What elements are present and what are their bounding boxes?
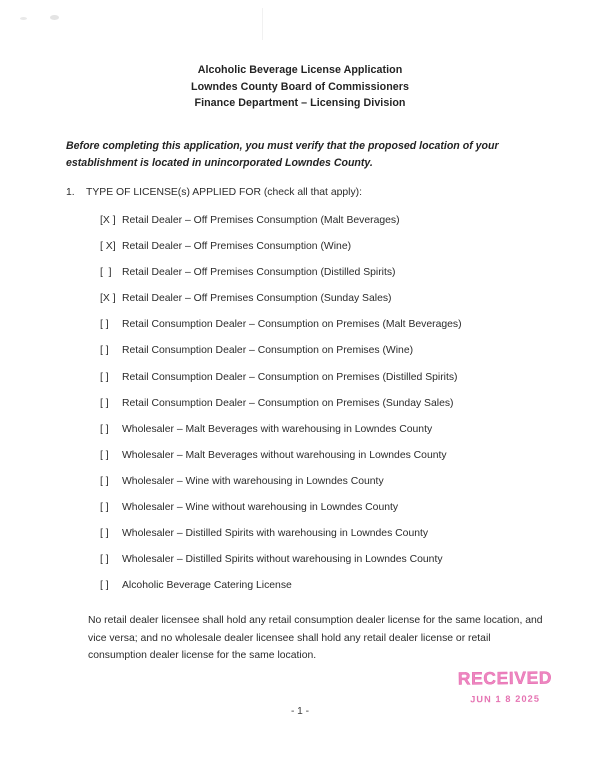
license-type-option[interactable]	[100, 528, 540, 554]
license-type-option[interactable]	[100, 241, 540, 267]
license-type-option[interactable]	[100, 267, 540, 293]
page-number: - 1 -	[290, 706, 310, 717]
checkbox-checked-icon[interactable]: [X ]	[100, 293, 116, 305]
checkbox-empty-icon[interactable]: [ ]	[100, 475, 109, 487]
checkbox-empty-icon[interactable]: [ ]	[100, 554, 109, 566]
license-type-option[interactable]	[100, 554, 540, 580]
license-type-option-label: Retail Consumption Dealer – Consumption on Premises (Distilled Spirits)	[122, 371, 458, 383]
license-type-option[interactable]	[100, 580, 540, 606]
license-type-option-label: Retail Dealer – Off Premises Consumption (Malt Beverages)	[122, 215, 400, 226]
license-type-option-label: Retail Dealer – Off Premises Consumption (Distilled Spirits)	[122, 267, 396, 279]
license-type-option-label: Wholesaler – Distilled Spirits without warehousing in Lowndes County	[122, 554, 443, 566]
header-line-department: Finance Department – Licensing Division	[194, 97, 406, 109]
license-type-option-label: Retail Consumption Dealer – Consumption on Premises (Wine)	[122, 345, 414, 357]
license-type-option[interactable]	[100, 215, 540, 241]
checkbox-checked-icon[interactable]: [ X]	[100, 241, 116, 253]
question-label: TYPE OF LICENSE(s) APPLIED FOR (check all that apply):	[86, 187, 363, 198]
license-type-option[interactable]	[100, 502, 540, 528]
received-stamp-date: JUN 1 8 2025	[470, 693, 541, 705]
license-type-option-label: Wholesaler – Malt Beverages with warehousing in Lowndes County	[122, 423, 433, 435]
license-type-option[interactable]	[100, 424, 540, 450]
checkbox-empty-icon[interactable]: [ ]	[100, 502, 109, 514]
checkbox-empty-icon[interactable]: [ ]	[100, 528, 109, 540]
header-line-title: Alcoholic Beverage License Application	[197, 64, 403, 76]
scan-speck-icon	[50, 15, 59, 20]
checkbox-empty-icon[interactable]: [ ]	[100, 449, 109, 461]
checkbox-empty-icon[interactable]: [ ]	[100, 397, 109, 409]
license-type-option-label: Retail Dealer – Off Premises Consumption (Sunday Sales)	[122, 293, 392, 305]
license-type-option-label: Wholesaler – Malt Beverages without warehousing in Lowndes County	[122, 449, 447, 461]
license-type-option[interactable]	[100, 450, 540, 476]
license-type-option[interactable]	[100, 293, 540, 319]
license-type-option-label: Alcoholic Beverage Catering License	[122, 580, 292, 592]
license-type-option[interactable]	[100, 345, 540, 371]
checkbox-empty-icon[interactable]: [ ]	[100, 267, 112, 279]
license-type-option[interactable]	[100, 372, 540, 398]
license-type-option-label: Retail Dealer – Off Premises Consumption (Wine)	[122, 241, 352, 253]
closing-paragraph: No retail dealer licensee shall hold any retail consumption dealer license for the same location, and vice versa; and no wholesale dealer licensee shall hold any retail dealer license or retail consumption dealer license for the same location.	[88, 615, 543, 661]
checkbox-empty-icon[interactable]: [ ]	[100, 319, 109, 331]
license-type-option-label: Retail Consumption Dealer – Consumption on Premises (Malt Beverages)	[122, 319, 462, 331]
license-type-option-list	[100, 215, 540, 606]
scan-speck-icon	[20, 17, 27, 20]
checkbox-empty-icon[interactable]: [ ]	[100, 580, 109, 592]
scan-edge-artifact	[262, 8, 263, 40]
header-line-agency: Lowndes County Board of Commissioners	[191, 80, 409, 93]
license-type-option[interactable]	[100, 398, 540, 424]
license-type-option-label: Retail Consumption Dealer – Consumption on Premises (Sunday Sales)	[122, 397, 454, 409]
checkbox-checked-icon[interactable]: [X ]	[100, 215, 116, 226]
license-type-option[interactable]	[100, 319, 540, 345]
license-type-option-label: Wholesaler – Distilled Spirits with warehousing in Lowndes County	[122, 528, 429, 540]
checkbox-empty-icon[interactable]: [ ]	[100, 371, 109, 383]
license-type-option-label: Wholesaler – Wine with warehousing in Lowndes County	[122, 475, 384, 487]
received-stamp-title: RECEIVED	[457, 667, 553, 689]
license-type-option[interactable]	[100, 476, 540, 502]
question-number: 1.	[66, 187, 75, 198]
intro-notice: Before completing this application, you must verify that the proposed location of your establishment is located in unincorporated Lowndes County.	[66, 140, 499, 169]
checkbox-empty-icon[interactable]: [ ]	[100, 423, 109, 435]
document-header	[0, 62, 600, 112]
license-type-option-label: Wholesaler – Wine without warehousing in Lowndes County	[122, 502, 399, 514]
received-stamp	[455, 667, 555, 705]
checkbox-empty-icon[interactable]: [ ]	[100, 345, 109, 357]
